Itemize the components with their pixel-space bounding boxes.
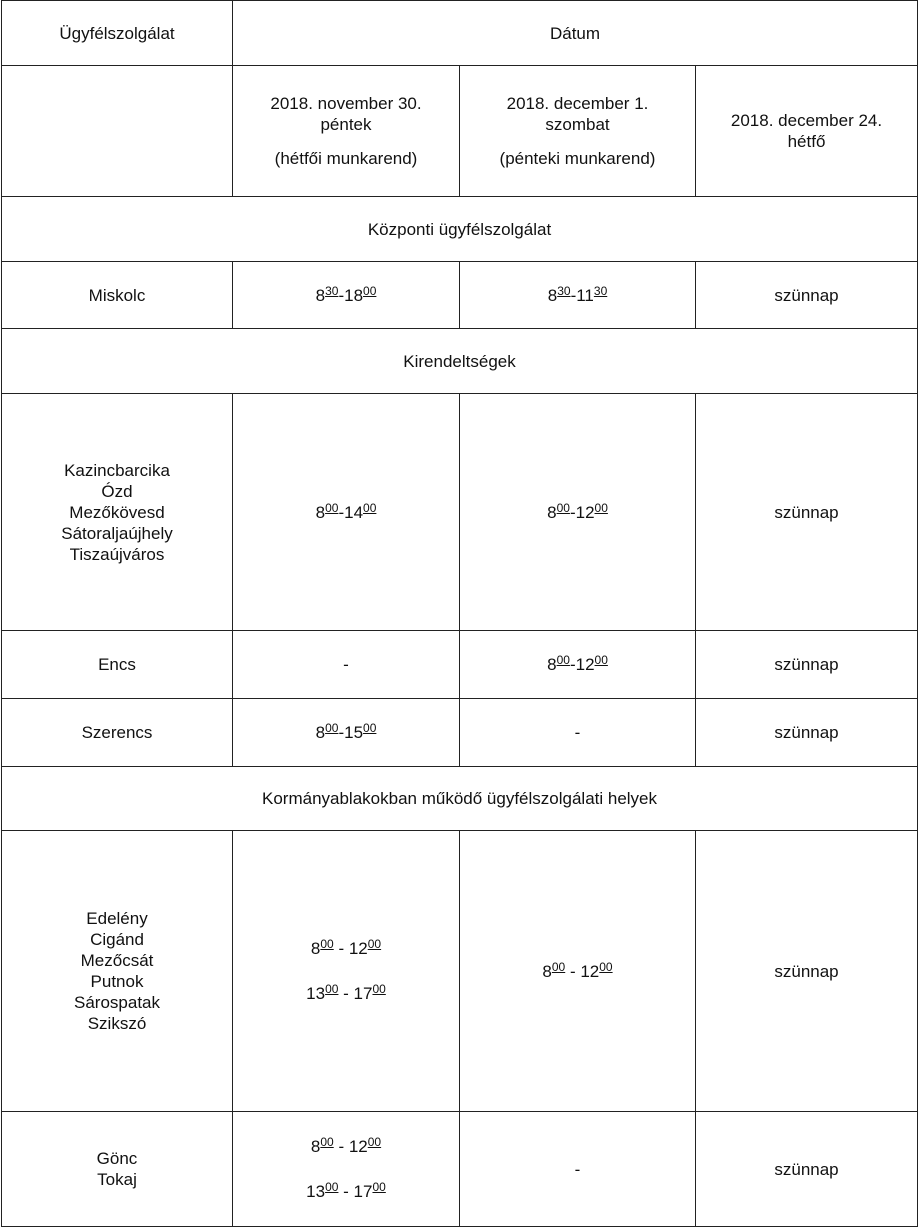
hours-cell [233,699,460,767]
day-label: péntek [320,115,372,134]
location-name: Ózd [101,481,133,501]
time-range: $8^{30}-11^{30}$ [547,283,608,305]
section-row-central [2,197,918,262]
no-service-cell: - [460,1112,696,1227]
workorder-note: (pénteki munkarend) [499,149,656,168]
no-service-cell: - [460,699,696,767]
location-name: Miskolc [2,262,233,329]
section-row-branches [2,329,918,394]
hours-cell [460,831,696,1112]
location-name: Mezőkövesd [69,502,165,522]
no-service-cell: - [233,631,460,699]
hours-cell [233,1112,460,1227]
location-name: Edelény [86,909,148,928]
hours-cell [233,262,460,329]
location-name: Encs [2,631,233,699]
date-header-dec24 [696,66,918,197]
time-range: $8^{00} - 12^{00}$ [542,959,613,981]
empty-header-cell [2,66,233,197]
location-name: Cigánd [90,930,144,949]
date-label: 2018. december 1. [506,94,649,113]
table-row [2,699,918,767]
location-list [2,831,233,1112]
day-label: szombat [545,115,610,134]
closed-cell: szünnap [696,394,918,631]
time-range: $13^{00} - 17^{00}$ [306,1180,386,1201]
location-name: Tokaj [97,1170,137,1189]
location-name: Gönc [96,1149,138,1168]
location-list [2,1112,233,1227]
date-label: 2018. december 24. [730,111,883,130]
closed-cell: szünnap [696,1112,918,1227]
table-row [2,262,918,329]
date-label: 2018. november 30. [270,94,422,113]
time-range: $8^{00}-15^{00}$ [315,721,377,742]
location-name: Szerencs [2,699,233,767]
section-title: Kirendeltségek [2,329,918,394]
closed-cell: szünnap [696,831,918,1112]
opening-hours-table [1,0,918,1227]
section-title: Kormányablakokban működő ügyfélszolgálati helyek [2,767,918,831]
location-name: Mezőcsát [80,951,154,970]
workorder-note: (hétfői munkarend) [274,149,418,168]
location-name: Sárospatak [74,993,160,1012]
hours-cell [233,394,460,631]
header-date-group: Dátum [233,1,918,66]
table-row [2,394,918,631]
time-range: $8^{00}-12^{00}$ [547,653,608,674]
time-range: $13^{00} - 17^{00}$ [306,982,386,1003]
header-row [2,1,918,66]
location-name: Szikszó [87,1014,147,1033]
closed-cell: szünnap [696,631,918,699]
date-header-nov30 [233,66,460,197]
date-header-row [2,66,918,197]
time-range: $8^{00}-14^{00}$ [315,500,377,522]
section-row-govwindows [2,767,918,831]
hours-cell [460,394,696,631]
section-title: Központi ügyfélszolgálat [2,197,918,262]
hours-cell [460,262,696,329]
location-name: Kazincbarcika [64,460,170,480]
location-name: Putnok [90,972,144,991]
day-label: hétfő [787,132,826,151]
hours-cell [233,831,460,1112]
time-range: $8^{00}-12^{00}$ [547,500,608,522]
location-list [2,394,233,631]
hours-cell [460,631,696,699]
closed-cell: szünnap [696,699,918,767]
location-name: Tiszaújváros [69,544,165,564]
time-range: $8^{00} - 12^{00}$ [310,1135,382,1156]
date-header-dec1 [460,66,696,197]
header-customer-service: Ügyfélszolgálat [2,1,233,66]
time-range: $8^{00} - 12^{00}$ [310,937,382,958]
table-row [2,831,918,1112]
location-name: Sátoraljaújhely [61,523,173,543]
time-range: $8^{30}-18^{00}$ [315,283,377,305]
closed-cell: szünnap [696,262,918,329]
table-row [2,631,918,699]
table-row [2,1112,918,1227]
